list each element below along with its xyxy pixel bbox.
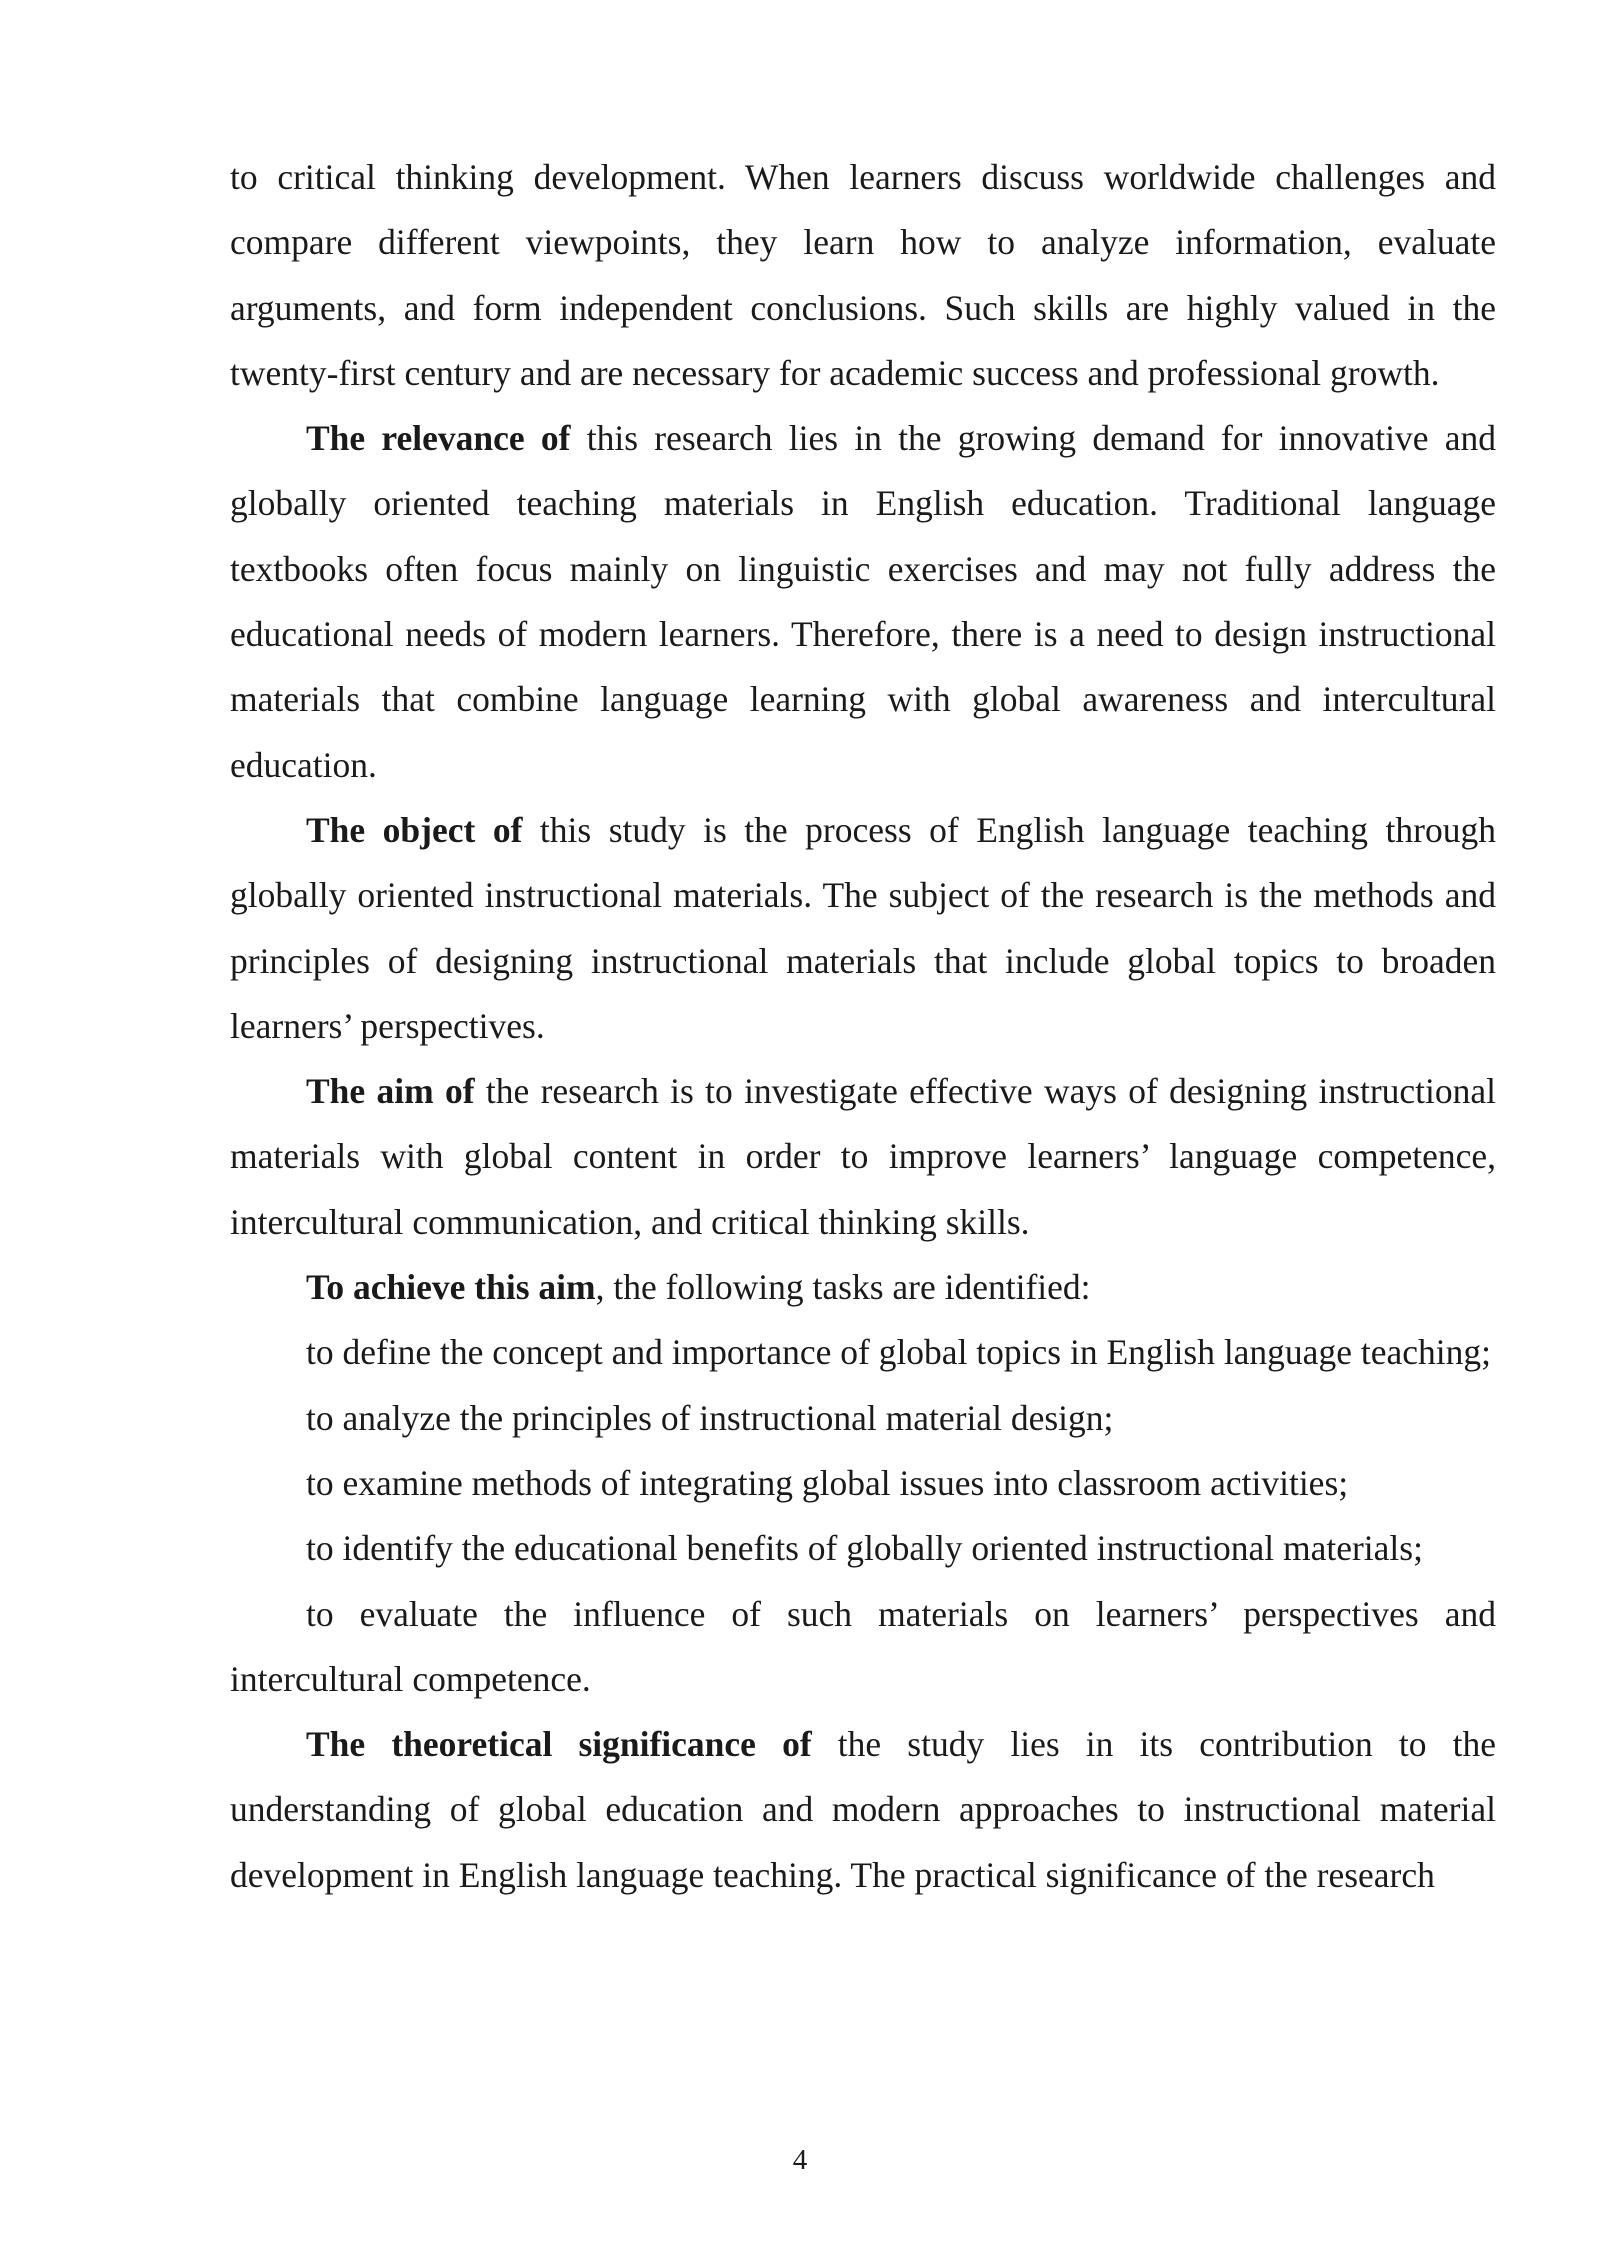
paragraph-text: this study is the process of English language teaching through globally oriented instructional materials. The subject of the research is the methods and principles of designing instructional materials that include global topics to broaden learners’ perspectives. [230,809,1496,1046]
task-text: to evaluate the influence of such materials on learners’ perspectives and intercultural competence. [230,1593,1496,1699]
paragraph-text: the study lies in its contribution to the understanding of global education and modern approaches to instructional material development in English language teaching. The practical significance of the research [230,1724,1496,1895]
paragraph-relevance [230,406,1496,798]
paragraph-lead: The aim of [306,1071,475,1112]
paragraph-lead: The object of [306,809,523,850]
document-body [230,145,1496,1908]
paragraph-aim [230,1059,1496,1255]
task-text: to examine methods of integrating global issues into classroom activities; [306,1462,1349,1503]
task-item [230,1451,1496,1516]
paragraph-theoretical-significance [230,1712,1496,1908]
paragraph-tasks-intro [230,1255,1496,1320]
paragraph-lead: To achieve this aim [306,1267,596,1308]
task-text: to define the concept and importance of global topics in English language teaching; [306,1332,1491,1373]
page-number: 4 [792,2144,808,2176]
paragraph-text: this research lies in the growing demand for innovative and globally oriented teaching materials in English education. Traditional language textbooks often focus mainly on linguistic exercises and may not fully address the educational needs of modern learners. Therefore, there is a need to design instructional materials that combine language learning with global awareness and intercultural education. [230,418,1496,785]
paragraph-lead: The relevance of [306,418,571,459]
paragraph-continuation [230,145,1496,406]
task-item [230,1386,1496,1451]
paragraph-text: to critical thinking development. When learners discuss worldwide challenges and compare different viewpoints, they learn how to analyze information, evaluate arguments, and form independent conclusions. Such skills are highly valued in the twenty-first century and are necessary for academic success and professional growth. [230,157,1496,393]
paragraph-object [230,798,1496,1059]
task-item [230,1516,1496,1581]
paragraph-text: the research is to investigate effective ways of designing instructional materials with global content in order to improve learners’ language competence, intercultural communication, and critical thinking skills. [230,1071,1496,1242]
task-text: to analyze the principles of instructional material design; [306,1397,1114,1438]
paragraph-text: , the following tasks are identified: [595,1267,1091,1308]
task-item [230,1582,1496,1713]
paragraph-lead: The theoretical significance of [306,1724,812,1765]
task-text: to identify the educational benefits of globally oriented instructional materials; [306,1528,1423,1569]
task-item [230,1320,1496,1385]
